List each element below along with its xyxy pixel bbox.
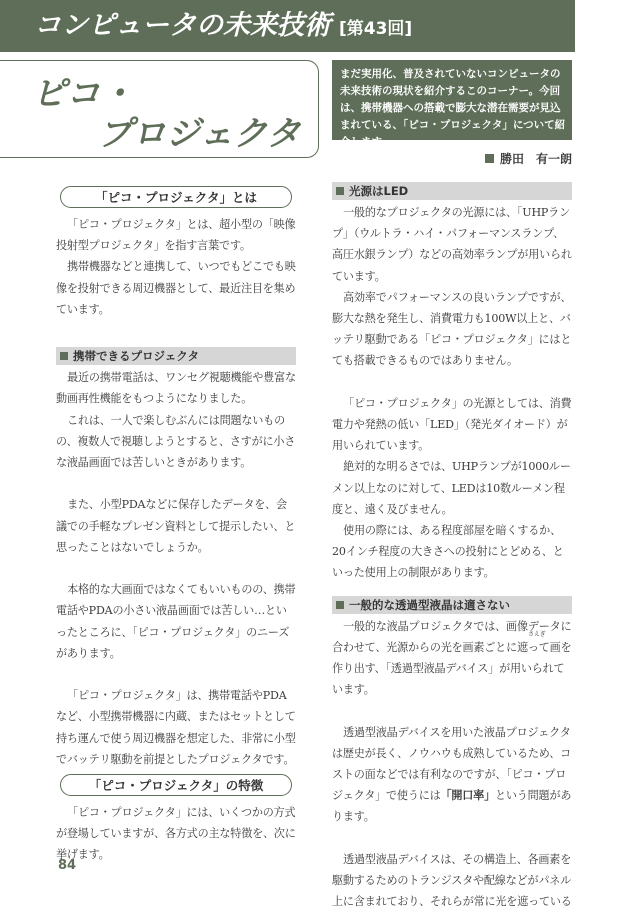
- paragraph: 「ピコ・プロジェクタ」は、携帯電話やPDAなど、小型携帯機器に内蔵、またはセットとして持ち運んで使う周辺機器を想定した、非常に小型でバッテリ駆動を前提としたプロジェクタです。: [56, 689, 296, 766]
- author-name: 勝田 有一朗: [499, 152, 572, 166]
- article-title-line2: プロジェクタ: [98, 114, 301, 154]
- paragraph: 最近の携帯電話は、ワンセグ視聴機能や豊富な動画再性機能をもつようになりました。: [56, 371, 296, 406]
- section-heading-text: 一般的な透過型液晶は適さない: [349, 597, 510, 612]
- paragraph: 本格的な大画面ではなくてもいいものの、携帯電話やPDAの小さい液晶画面では苦しい…といったところに、「ピコ・プロジェクタ」のニーズがあります。: [56, 583, 296, 660]
- paragraph: 使用の際には、ある程度部屋を暗くするか、20インチ程度の大きさへの投射にとどめる、といった使用上の制限があります。: [332, 524, 564, 580]
- issue-number: [第43回]: [339, 19, 413, 39]
- ruby-reading: さえぎ: [528, 630, 546, 638]
- square-bullet-icon: [336, 601, 344, 609]
- paragraph: 「ピコ・プロジェクタ」の光源としては、消費電力や発熱の低い「LED」（発光ダイオード）が用いられています。: [332, 396, 572, 453]
- left-body: [56, 214, 296, 341]
- article-title-line1: ピコ・: [32, 74, 134, 114]
- paragraph: 「ピコ・プロジェクタ」には、いくつかの方式が登場していますが、各方式の主な特徴を、次に挙げます。: [56, 806, 296, 862]
- section-heading-what-is: 「ピコ・プロジェクタ」とは: [60, 186, 292, 208]
- paragraph: 絶対的な明るさでは、UHPランプが1000ルーメン以上なのに対して、LEDは10数ルーメン程度と、遠く及びません。: [332, 460, 571, 516]
- paragraph: これは、一人で楽しむぶんには問題ないものの、複数人で視聴しようとすると、さすがに小さな液晶画面では苦しいときがあります。: [56, 413, 296, 470]
- text-run: 透過型液晶デバイスを用いた液晶プロジェクタは歴史が長く、ノウハウも成熟しているため、コストの面などでは有利なのですが、「ピコ・プロジェクタ」で使うには: [332, 725, 571, 803]
- section-heading-text: 光源はLED: [349, 184, 409, 198]
- left-column: [56, 186, 296, 866]
- paragraph: [332, 722, 572, 828]
- series-title-text: コンピュータの未来技術: [34, 10, 331, 41]
- paragraph: 高効率でパフォーマンスの良いランプですが、膨大な熱を発生し、消費電力も100W以上と、バッテリ駆動である「ピコ・プロジェクタ」にはとても搭載できるものではありません。: [332, 290, 572, 368]
- paragraph: 透過型液晶デバイスは、その構造上、各画素を駆動するためのトランジスタや配線などがパネル上に含まれており、それらが常に光を遮っている: [332, 852, 572, 909]
- square-bullet-icon: [485, 154, 494, 163]
- section-heading-features: 「ピコ・プロジェクタ」の特徴: [60, 774, 292, 796]
- ruby-base: 遮: [516, 640, 528, 654]
- text-run: 一般的な液晶プロジェクタでは、画像データに合わせて、光源からの光を画素ごとに: [332, 619, 572, 654]
- right-body-2: [332, 616, 572, 912]
- series-title: [34, 8, 412, 47]
- section-heading-text: 携帯できるプロジェクタ: [73, 349, 200, 364]
- section-heading-led: [332, 182, 572, 200]
- section-heading-portable: [56, 347, 296, 365]
- paragraph: [332, 616, 572, 701]
- paragraph: また、小型PDAなどに保存したデータを、会議での手軽なプレゼン資料として提示したい、と思ったことはないでしょうか。: [56, 498, 296, 554]
- emphasis-term: 「開口率」: [440, 789, 495, 803]
- right-column: [332, 186, 572, 912]
- square-bullet-icon: [336, 187, 344, 195]
- left-body-3: [56, 802, 296, 866]
- ruby-word: [516, 630, 546, 654]
- text-run: という問題があります。: [332, 789, 572, 824]
- right-body: [332, 202, 572, 584]
- paragraph: 携帯機器などと連携して、いつでもどこでも映像を投射できる周辺機器として、最近注目を集めています。: [56, 260, 296, 316]
- section-heading-transmissive-lcd: [332, 596, 572, 614]
- square-bullet-icon: [60, 352, 68, 360]
- text-run: って画を作り出す、「透過型液晶デバイス」が用いられています。: [332, 640, 572, 697]
- paragraph: 「ピコ・プロジェクタ」とは、超小型の「映像投射型プロジェクタ」を指す言葉です。: [56, 218, 296, 253]
- author-byline: [485, 150, 572, 167]
- page-number: 84: [58, 858, 77, 873]
- paragraph: 一般的なプロジェクタの光源には、「UHPランプ」（ウルトラ・ハイ・パフォーマンスランプ、高圧水銀ランプ）などの高効率ランプが用いられています。: [332, 206, 572, 283]
- left-body-2: [56, 367, 296, 770]
- intro-lead: まだ実用化、普及されていないコンピュータの未来技術の現状を紹介するこのコーナー。今回は、携帯機器への搭載で膨大な潜在需要が見込まれている、「ピコ・プロジェクタ」について紹介します。: [332, 60, 572, 140]
